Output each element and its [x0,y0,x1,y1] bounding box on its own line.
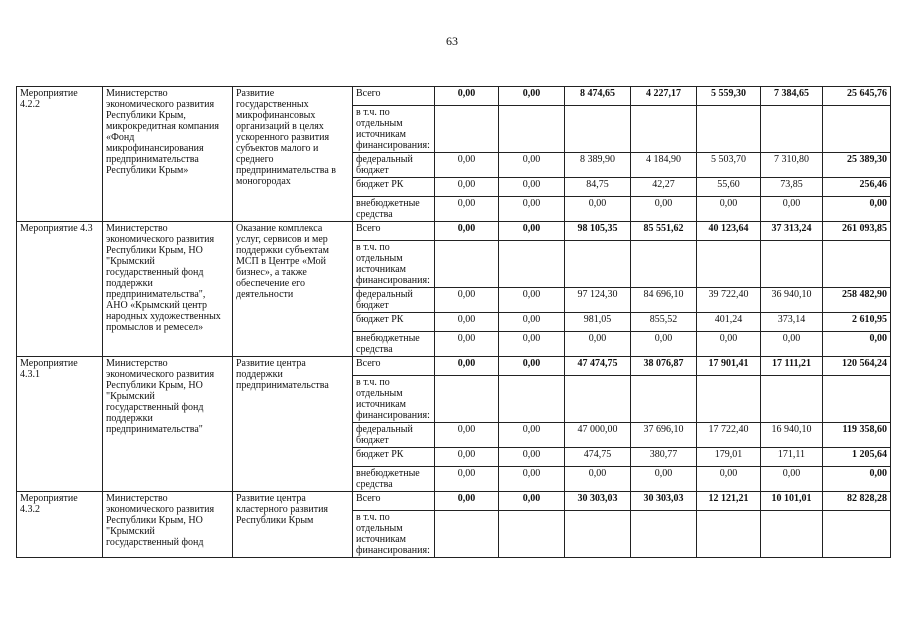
value-cell: 0,00 [499,467,565,492]
value-cell: 380,77 [631,448,697,467]
table-body [17,87,891,558]
value-cell: 73,85 [761,178,823,197]
total-value-cell: 25 389,30 [823,153,891,178]
value-cell: 55,60 [697,178,761,197]
executor-cell: Министерство экономического развития Республики Крым, микрокредитная компания «Фонд микрофинансирования предпринимательства Республики Крым» [103,87,233,222]
value-cell: 0,00 [435,467,499,492]
total-value-cell: 119 358,60 [823,423,891,448]
value-cell [697,511,761,558]
value-cell: 0,00 [499,423,565,448]
value-cell [761,511,823,558]
value-cell [499,241,565,288]
total-value-cell: 82 828,28 [823,492,891,511]
executor-cell: Министерство экономического развития Республики Крым, НО "Крымский государственный фонд поддержки предпринимательства" [103,357,233,492]
funding-source-cell: федеральный бюджет [353,288,435,313]
value-cell: 0,00 [499,222,565,241]
total-value-cell [823,106,891,153]
value-cell: 0,00 [435,332,499,357]
total-value-cell: 258 482,90 [823,288,891,313]
value-cell [565,106,631,153]
budget-table [16,86,891,558]
value-cell: 0,00 [499,492,565,511]
total-value-cell [823,376,891,423]
funding-source-cell: бюджет РК [353,313,435,332]
value-cell: 0,00 [697,197,761,222]
value-cell: 0,00 [631,332,697,357]
value-cell: 0,00 [435,178,499,197]
table-row [17,222,891,241]
value-cell: 0,00 [499,87,565,106]
value-cell [697,376,761,423]
value-cell: 47 474,75 [565,357,631,376]
value-cell [697,106,761,153]
value-cell: 401,24 [697,313,761,332]
total-value-cell: 261 093,85 [823,222,891,241]
value-cell [435,241,499,288]
table-row [17,492,891,511]
total-value-cell: 2 610,95 [823,313,891,332]
table-row [17,87,891,106]
value-cell: 42,27 [631,178,697,197]
value-cell: 0,00 [435,153,499,178]
value-cell: 8 389,90 [565,153,631,178]
value-cell: 39 722,40 [697,288,761,313]
total-value-cell [823,241,891,288]
event-cell: Мероприятие 4.3.1 [17,357,103,492]
value-cell: 0,00 [499,357,565,376]
total-value-cell [823,511,891,558]
value-cell: 0,00 [435,197,499,222]
event-cell: Мероприятие 4.3.2 [17,492,103,558]
value-cell: 0,00 [435,87,499,106]
total-value-cell: 120 564,24 [823,357,891,376]
funding-source-cell: внебюджетные средства [353,467,435,492]
value-cell [631,106,697,153]
value-cell: 38 076,87 [631,357,697,376]
value-cell: 16 940,10 [761,423,823,448]
value-cell: 40 123,64 [697,222,761,241]
funding-source-cell: бюджет РК [353,178,435,197]
funding-source-cell: в т.ч. по отдельным источникам финансирования: [353,241,435,288]
funding-source-cell: федеральный бюджет [353,423,435,448]
funding-source-cell: Всего [353,492,435,511]
value-cell [761,376,823,423]
event-cell: Мероприятие 4.3 [17,222,103,357]
value-cell: 37 696,10 [631,423,697,448]
value-cell: 47 000,00 [565,423,631,448]
value-cell: 0,00 [499,178,565,197]
value-cell: 10 101,01 [761,492,823,511]
value-cell: 8 474,65 [565,87,631,106]
value-cell: 0,00 [697,467,761,492]
value-cell [697,241,761,288]
value-cell: 84,75 [565,178,631,197]
value-cell: 0,00 [499,448,565,467]
funding-source-cell: в т.ч. по отдельным источникам финансирования: [353,106,435,153]
value-cell: 0,00 [499,288,565,313]
value-cell: 373,14 [761,313,823,332]
value-cell: 7 384,65 [761,87,823,106]
total-value-cell: 0,00 [823,332,891,357]
total-value-cell: 1 205,64 [823,448,891,467]
total-value-cell: 25 645,76 [823,87,891,106]
funding-source-cell: в т.ч. по отдельным источникам финансирования: [353,511,435,558]
total-value-cell: 0,00 [823,467,891,492]
value-cell [499,511,565,558]
value-cell: 0,00 [761,467,823,492]
value-cell: 5 559,30 [697,87,761,106]
value-cell [565,241,631,288]
table-row [17,357,891,376]
value-cell [565,511,631,558]
value-cell: 0,00 [697,332,761,357]
value-cell: 0,00 [565,332,631,357]
executor-cell: Министерство экономического развития Республики Крым, НО "Крымский государственный фонд [103,492,233,558]
value-cell: 37 313,24 [761,222,823,241]
value-cell [761,241,823,288]
value-cell [631,376,697,423]
value-cell: 0,00 [435,448,499,467]
executor-cell: Министерство экономического развития Республики Крым, НО "Крымский государственный фонд поддержки предпринимательства", АНО «Крымский центр народных художественных промыслов и ремесел» [103,222,233,357]
value-cell: 17 901,41 [697,357,761,376]
value-cell: 30 303,03 [631,492,697,511]
value-cell: 97 124,30 [565,288,631,313]
value-cell: 474,75 [565,448,631,467]
funding-source-cell: Всего [353,222,435,241]
event-cell: Мероприятие 4.2.2 [17,87,103,222]
funding-source-cell: внебюджетные средства [353,332,435,357]
value-cell: 17 722,40 [697,423,761,448]
value-cell [761,106,823,153]
value-cell: 0,00 [435,423,499,448]
funding-source-cell: бюджет РК [353,448,435,467]
value-cell: 0,00 [565,197,631,222]
value-cell: 0,00 [631,467,697,492]
value-cell: 0,00 [565,467,631,492]
value-cell: 0,00 [435,357,499,376]
value-cell: 0,00 [435,492,499,511]
value-cell: 0,00 [631,197,697,222]
value-cell [631,511,697,558]
description-cell: Развитие центра кластерного развития Республики Крым [233,492,353,558]
value-cell: 171,11 [761,448,823,467]
value-cell: 0,00 [435,313,499,332]
value-cell [435,511,499,558]
value-cell: 4 227,17 [631,87,697,106]
page-number: 63 [446,34,458,48]
value-cell: 98 105,35 [565,222,631,241]
value-cell: 0,00 [761,332,823,357]
value-cell: 5 503,70 [697,153,761,178]
value-cell: 0,00 [499,332,565,357]
value-cell: 7 310,80 [761,153,823,178]
value-cell: 0,00 [435,288,499,313]
value-cell: 0,00 [499,197,565,222]
value-cell [499,106,565,153]
funding-source-cell: в т.ч. по отдельным источникам финансирования: [353,376,435,423]
value-cell: 0,00 [499,313,565,332]
value-cell [565,376,631,423]
value-cell [435,106,499,153]
value-cell: 84 696,10 [631,288,697,313]
value-cell: 0,00 [499,153,565,178]
value-cell: 981,05 [565,313,631,332]
funding-source-cell: внебюджетные средства [353,197,435,222]
value-cell: 17 111,21 [761,357,823,376]
value-cell: 0,00 [761,197,823,222]
value-cell [435,376,499,423]
value-cell: 179,01 [697,448,761,467]
description-cell: Развитие государственных микрофинансовых организаций в целях ускоренного развития субъектов малого и среднего предпринимательства в моногородах [233,87,353,222]
value-cell: 85 551,62 [631,222,697,241]
value-cell [631,241,697,288]
description-cell: Развитие центра поддержки предпринимательства [233,357,353,492]
value-cell: 12 121,21 [697,492,761,511]
funding-source-cell: федеральный бюджет [353,153,435,178]
funding-source-cell: Всего [353,357,435,376]
value-cell: 30 303,03 [565,492,631,511]
value-cell: 4 184,90 [631,153,697,178]
value-cell: 855,52 [631,313,697,332]
total-value-cell: 0,00 [823,197,891,222]
funding-source-cell: Всего [353,87,435,106]
value-cell: 0,00 [435,222,499,241]
value-cell: 36 940,10 [761,288,823,313]
total-value-cell: 256,46 [823,178,891,197]
value-cell [499,376,565,423]
description-cell: Оказание комплекса услуг, сервисов и мер поддержки субъектам МСП в Центре «Мой бизнес», а также обеспечение его деятельности [233,222,353,357]
